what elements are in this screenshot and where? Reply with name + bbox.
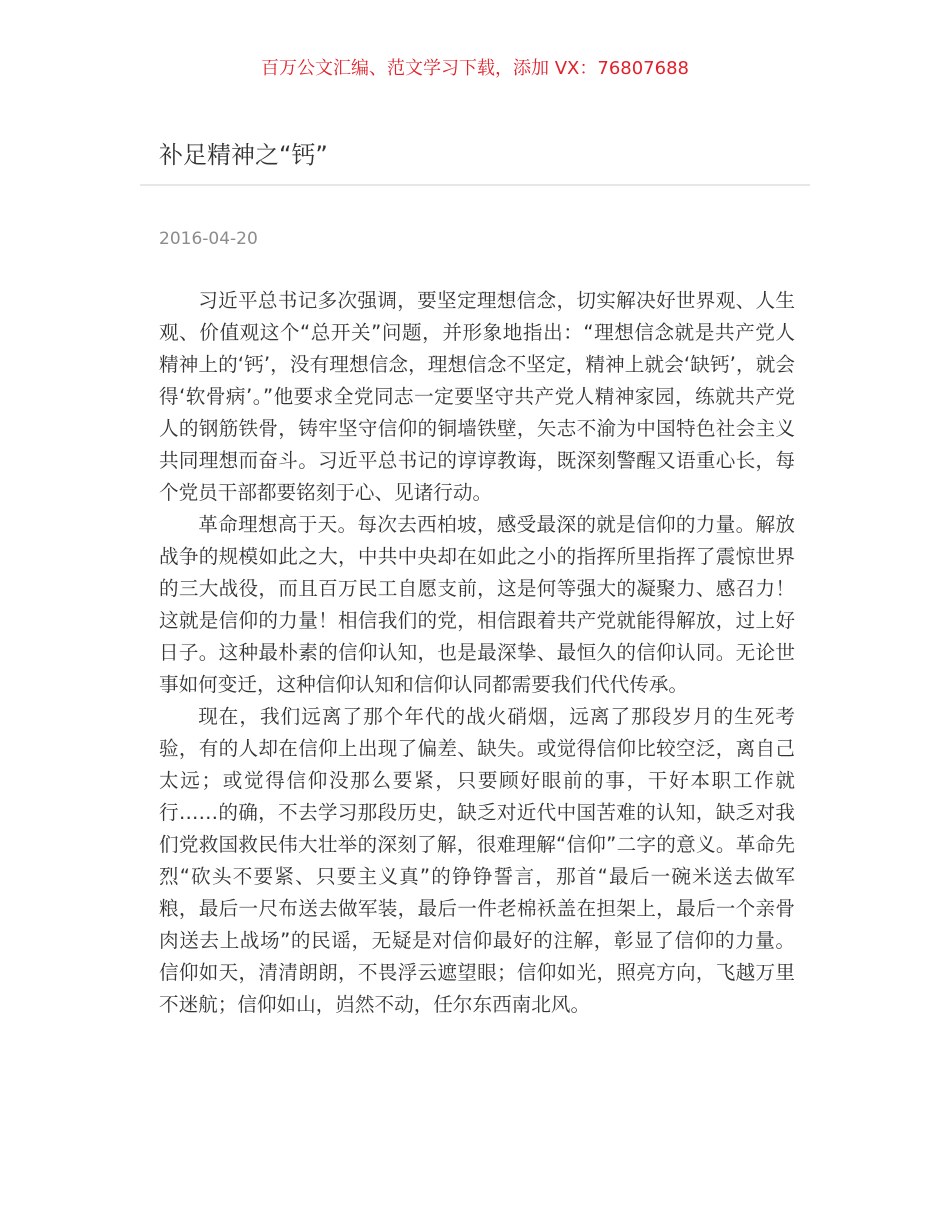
- paragraph-1: 习近平总书记多次强调，要坚定理想信念，切实解决好世界观、人生观、价值观这个“总开关”问题，并形象地指出：“理想信念就是共产党人精神上的‘钙’，没有理想信念，理想信念不坚定，精神上就会‘缺钙’，就会得‘软骨病’。”他要求全党同志一定要坚守共产党人精神家园，练就共产党人的钢筋铁骨，铸牢坚守信仰的铜墙铁壁，矢志不渝为中国特色社会主义共同理想而奋斗。习近平总书记的谆谆教诲，既深刻警醒又语重心长，每个党员干部都要铭刻于心、见诸行动。: [159, 289, 795, 504]
- publish-date: 2016-04-20: [159, 229, 258, 249]
- promo-banner: 百万公文汇编、范文学习下载，添加 VX：76807688: [261, 58, 689, 79]
- article-title: 补足精神之“钙”: [159, 141, 328, 169]
- article-body: [159, 285, 795, 1021]
- title-divider: [140, 184, 810, 186]
- paragraph-3: 现在，我们远离了那个年代的战火硝烟，远离了那段岁月的生死考验，有的人却在信仰上出现了偏差、缺失。或觉得信仰比较空泛，离自己太远；或觉得信仰没那么要紧，只要顾好眼前的事，干好本职工作就行……的确，不去学习那段历史，缺乏对近代中国苦难的认知，缺乏对我们党救国救民伟大壮举的深刻了解，很难理解“信仰”二字的意义。革命先烈“砍头不要紧、只要主义真”的铮铮誓言，那首“最后一碗米送去做军粮，最后一尺布送去做军装，最后一件老棉袄盖在担架上，最后一个亲骨肉送去上战场”的民谣，无疑是对信仰最好的注解，彰显了信仰的力量。信仰如天，清清朗朗，不畏浮云遮望眼；信仰如光，照亮方向，飞越万里不迷航；信仰如山，岿然不动，任尔东西南北风。: [159, 705, 795, 1016]
- paragraph-2: 革命理想高于天。每次去西柏坡，感受最深的就是信仰的力量。解放战争的规模如此之大，中共中央却在如此之小的指挥所里指挥了震惊世界的三大战役，而且百万民工自愿支前，这是何等强大的凝聚力、感召力！这就是信仰的力量！相信我们的党，相信跟着共产党就能得解放，过上好日子。这种最朴素的信仰认知，也是最深挚、最恒久的信仰认同。无论世事如何变迁，这种信仰认知和信仰认同都需要我们代代传承。: [159, 513, 795, 696]
